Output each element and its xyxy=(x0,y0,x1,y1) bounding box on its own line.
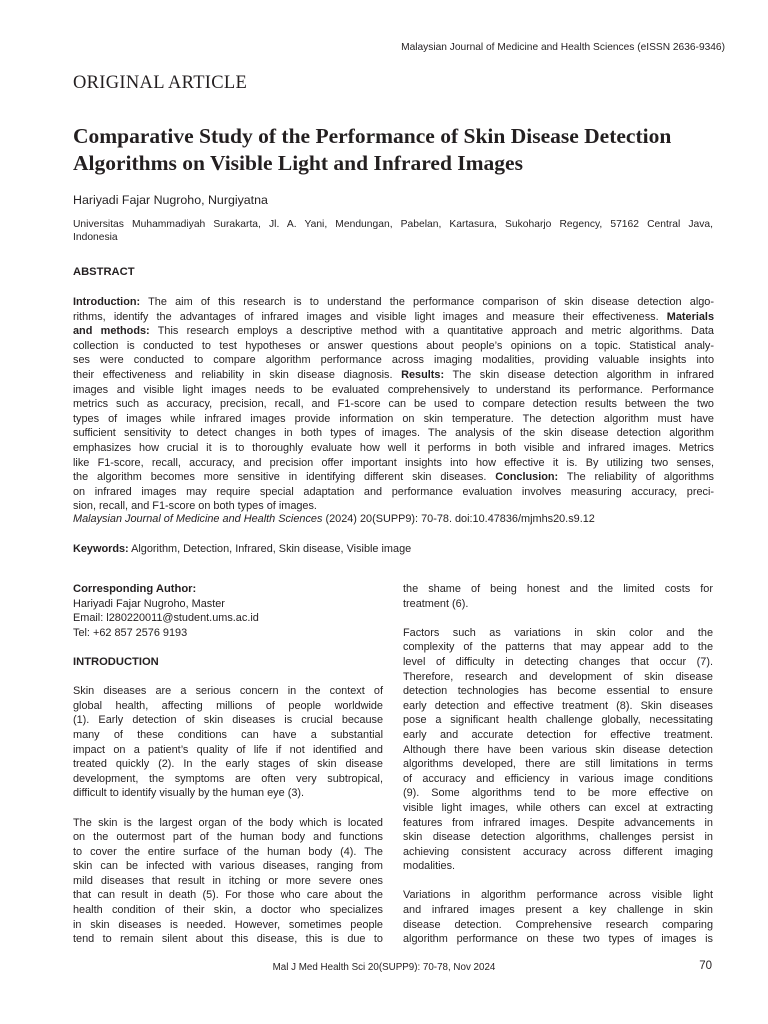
text-line: early detection and effective treatment (8). Skin diseases xyxy=(403,699,713,712)
abstract-line: types of images while infrared images provide information on skin temperature. The detection algorithm must have xyxy=(73,412,714,425)
left-column xyxy=(73,582,383,947)
text-line: global health, affecting millions of people worldwide xyxy=(73,699,383,712)
text-line: on the outermost part of the human body and functions xyxy=(73,831,383,844)
abstract-line: like F1-score, recall, accuracy, and precision offer important insights into how effective it is. By utilizing two senses, xyxy=(73,456,714,469)
text-line: early and accurate detection for effective treatment. xyxy=(403,728,713,741)
conclusion-label: Conclusion: xyxy=(495,471,559,484)
text-line: and infrared images present a key challenge in skin xyxy=(403,904,713,917)
text-line: level of difficulty in detecting changes that occur (7). xyxy=(403,655,713,668)
abstract-line: images and visible light images needs to be evaluated comprehensively to understand its performance. Performance xyxy=(73,383,714,396)
journal-header: Malaysian Journal of Medicine and Health Sciences (eISSN 2636-9346) xyxy=(401,42,725,53)
right-paragraph-1 xyxy=(403,582,713,611)
abstract-body xyxy=(73,295,714,514)
abstract-text: The reliability of algorithms xyxy=(566,471,714,484)
right-column xyxy=(403,582,713,947)
affiliation xyxy=(73,218,713,244)
text-line: difficult to identify visually by the human eye (3). xyxy=(73,787,305,800)
text-line: to cover the entire surface of the human body (4). The xyxy=(73,845,383,858)
text-line: treated quickly (2). In the early stages of skin disease xyxy=(73,758,383,771)
abstract-line xyxy=(73,324,714,339)
text-line: visible light images, while others can excel at extracting xyxy=(403,801,713,814)
text-line: Skin diseases are a serious concern in the context of xyxy=(73,685,383,698)
article-type: ORIGINAL ARTICLE xyxy=(73,73,248,93)
title-line: Comparative Study of the Performance of Skin Disease Detection xyxy=(73,124,672,148)
abstract-text: their effectiveness and reliability in skin disease diagnosis. xyxy=(73,368,393,381)
text-line: skin can be infected with various diseases, ranging from xyxy=(73,860,383,873)
text-line: Although there have been various skin disease detection xyxy=(403,743,713,756)
text-line: The skin is the largest organ of the body which is located xyxy=(73,816,383,829)
keywords-list: Algorithm, Detection, Infrared, Skin disease, Visible image xyxy=(128,543,412,555)
text-line: (1). Early detection of skin diseases is crucial because xyxy=(73,714,383,727)
page-number: 70 xyxy=(699,960,712,972)
citation-details: (2024) 20(SUPP9): 70-78. doi:10.47836/mjmhs20.s9.12 xyxy=(322,513,595,525)
abstract-line: on infrared images may require special adaptation and performance evaluation involves measuring accuracy, preci- xyxy=(73,485,714,498)
abstract-text: This research employs a descriptive method with a quantitative approach and metric algorithms. Data xyxy=(157,325,714,338)
page-footer: Mal J Med Health Sci 20(SUPP9): 70-78, Nov 2024 xyxy=(272,962,496,973)
abstract-line: sion, recall, and F1-score on both types of images. xyxy=(73,500,317,513)
abstract-line: collection is conducted to test hypotheses or answer questions about people’s opinions on a topic. Statistical analy- xyxy=(73,339,714,352)
corresponding-author-label: Corresponding Author: xyxy=(73,583,197,595)
corresponding-author-name: Hariyadi Fajar Nugroho, Master xyxy=(73,597,225,610)
introduction-heading: INTRODUCTION xyxy=(73,655,159,668)
text-line: Variations in algorithm performance across visible light xyxy=(403,889,713,902)
citation xyxy=(73,513,595,525)
affiliation-line: Indonesia xyxy=(73,232,118,243)
methods-label: Materials xyxy=(666,310,715,323)
abstract-line: sufficient sensitivity to detect changes in both types of images. The analysis of the skin disease detection algorithm xyxy=(73,427,714,440)
text-line: treatment (6). xyxy=(403,597,469,610)
text-line: of accuracy and efficiency in various image conditions xyxy=(403,772,713,785)
corresponding-author-tel: Tel: +62 857 2576 9193 xyxy=(73,626,188,639)
affiliation-line: Universitas Muhammadiyah Surakarta, Jl. A. Yani, Mendungan, Pabelan, Kartasura, Sukoharjo Regency, 57162 Central Java, xyxy=(73,219,713,230)
right-paragraph-3 xyxy=(403,888,713,946)
left-paragraph-1 xyxy=(73,684,383,801)
text-line: complexity of the patterns that may appear add to the xyxy=(403,641,713,654)
text-line: Therefore, research and development of skin disease xyxy=(403,670,713,683)
keywords xyxy=(73,543,411,555)
text-line: features from infrared images. Despite advancements in xyxy=(403,816,713,829)
methods-label: and methods: xyxy=(73,325,150,338)
abstract-line xyxy=(73,470,714,485)
abstract-line xyxy=(73,310,714,325)
intro-label: Introduction: xyxy=(73,296,141,308)
text-line: achieving consistent accuracy across different imaging xyxy=(403,845,713,858)
abstract-text: the algorithm becomes more sensitive in identifying different skin diseases. xyxy=(73,471,487,484)
abstract-line: ses were conducted to compare algorithm performance across imaging modalities, providing valuable insights into xyxy=(73,354,714,367)
text-line: pose a significant health challenge globally, necessitating xyxy=(403,714,713,727)
abstract-line: metrics such as accuracy, precision, recall, and F1-score can be used to compare detection results between the two xyxy=(73,398,714,411)
abstract-line xyxy=(73,368,714,383)
title-line: Algorithms on Visible Light and Infrared Images xyxy=(73,151,523,175)
abstract-line: emphasizes how crucial it is to thoroughly evaluate how well it performs in both visible and infrared images. Metrics xyxy=(73,441,714,454)
abstract-text: The skin disease detection algorithm in infrared xyxy=(452,368,714,381)
text-line: Factors such as variations in skin color and the xyxy=(403,626,713,639)
text-line: impact on a patient’s quality of life if not identified and xyxy=(73,743,383,756)
text-line: detection technologies has become essential to ensure xyxy=(403,685,713,698)
text-line: tend to remain silent about this disease, this is due to xyxy=(73,933,383,946)
text-line: mild diseases that result in itching or more severe ones xyxy=(73,874,383,887)
right-paragraph-2 xyxy=(403,626,713,874)
text-line: algorithms developed, there are still limitations in terms xyxy=(403,758,713,771)
results-label: Results: xyxy=(401,368,445,381)
abstract-text: rithms, identify the advantages of infrared images and visible light images and measure their effectiveness. xyxy=(73,310,659,323)
text-line: health condition of their skin, a doctor who specializes xyxy=(73,904,383,917)
text-line: development, the symptoms are often very subtropical, xyxy=(73,772,383,785)
abstract-line xyxy=(73,295,714,310)
text-line: the shame of being honest and the limited costs for xyxy=(403,583,713,595)
text-line: skin disease detection algorithms, challenges persist in xyxy=(403,831,713,844)
keywords-label: Keywords: xyxy=(73,543,129,555)
corresponding-author-email: Email: l280220011@student.ums.ac.id xyxy=(73,612,259,625)
article-title xyxy=(73,123,723,177)
text-line: disease detection. Comprehensive research comparing xyxy=(403,918,713,931)
abstract-heading: ABSTRACT xyxy=(73,266,135,278)
text-line: in skin diseases is needed. However, sometimes people xyxy=(73,918,383,931)
text-line: algorithm performance on these two types of images is xyxy=(403,933,713,946)
left-paragraph-2 xyxy=(73,816,383,947)
abstract-text: The aim of this research is to understand the performance comparison of skin disease detection algo- xyxy=(148,296,714,308)
text-line: many of these conditions can have a substantial xyxy=(73,728,383,741)
authors: Hariyadi Fajar Nugroho, Nurgiyatna xyxy=(73,193,268,207)
citation-journal: Malaysian Journal of Medicine and Health Sciences xyxy=(73,513,323,525)
text-line: modalities. xyxy=(403,860,456,873)
text-line: (9). Some algorithms tend to be more effective on xyxy=(403,787,713,800)
text-line: that can result in death (5). For those who care about the xyxy=(73,889,383,902)
